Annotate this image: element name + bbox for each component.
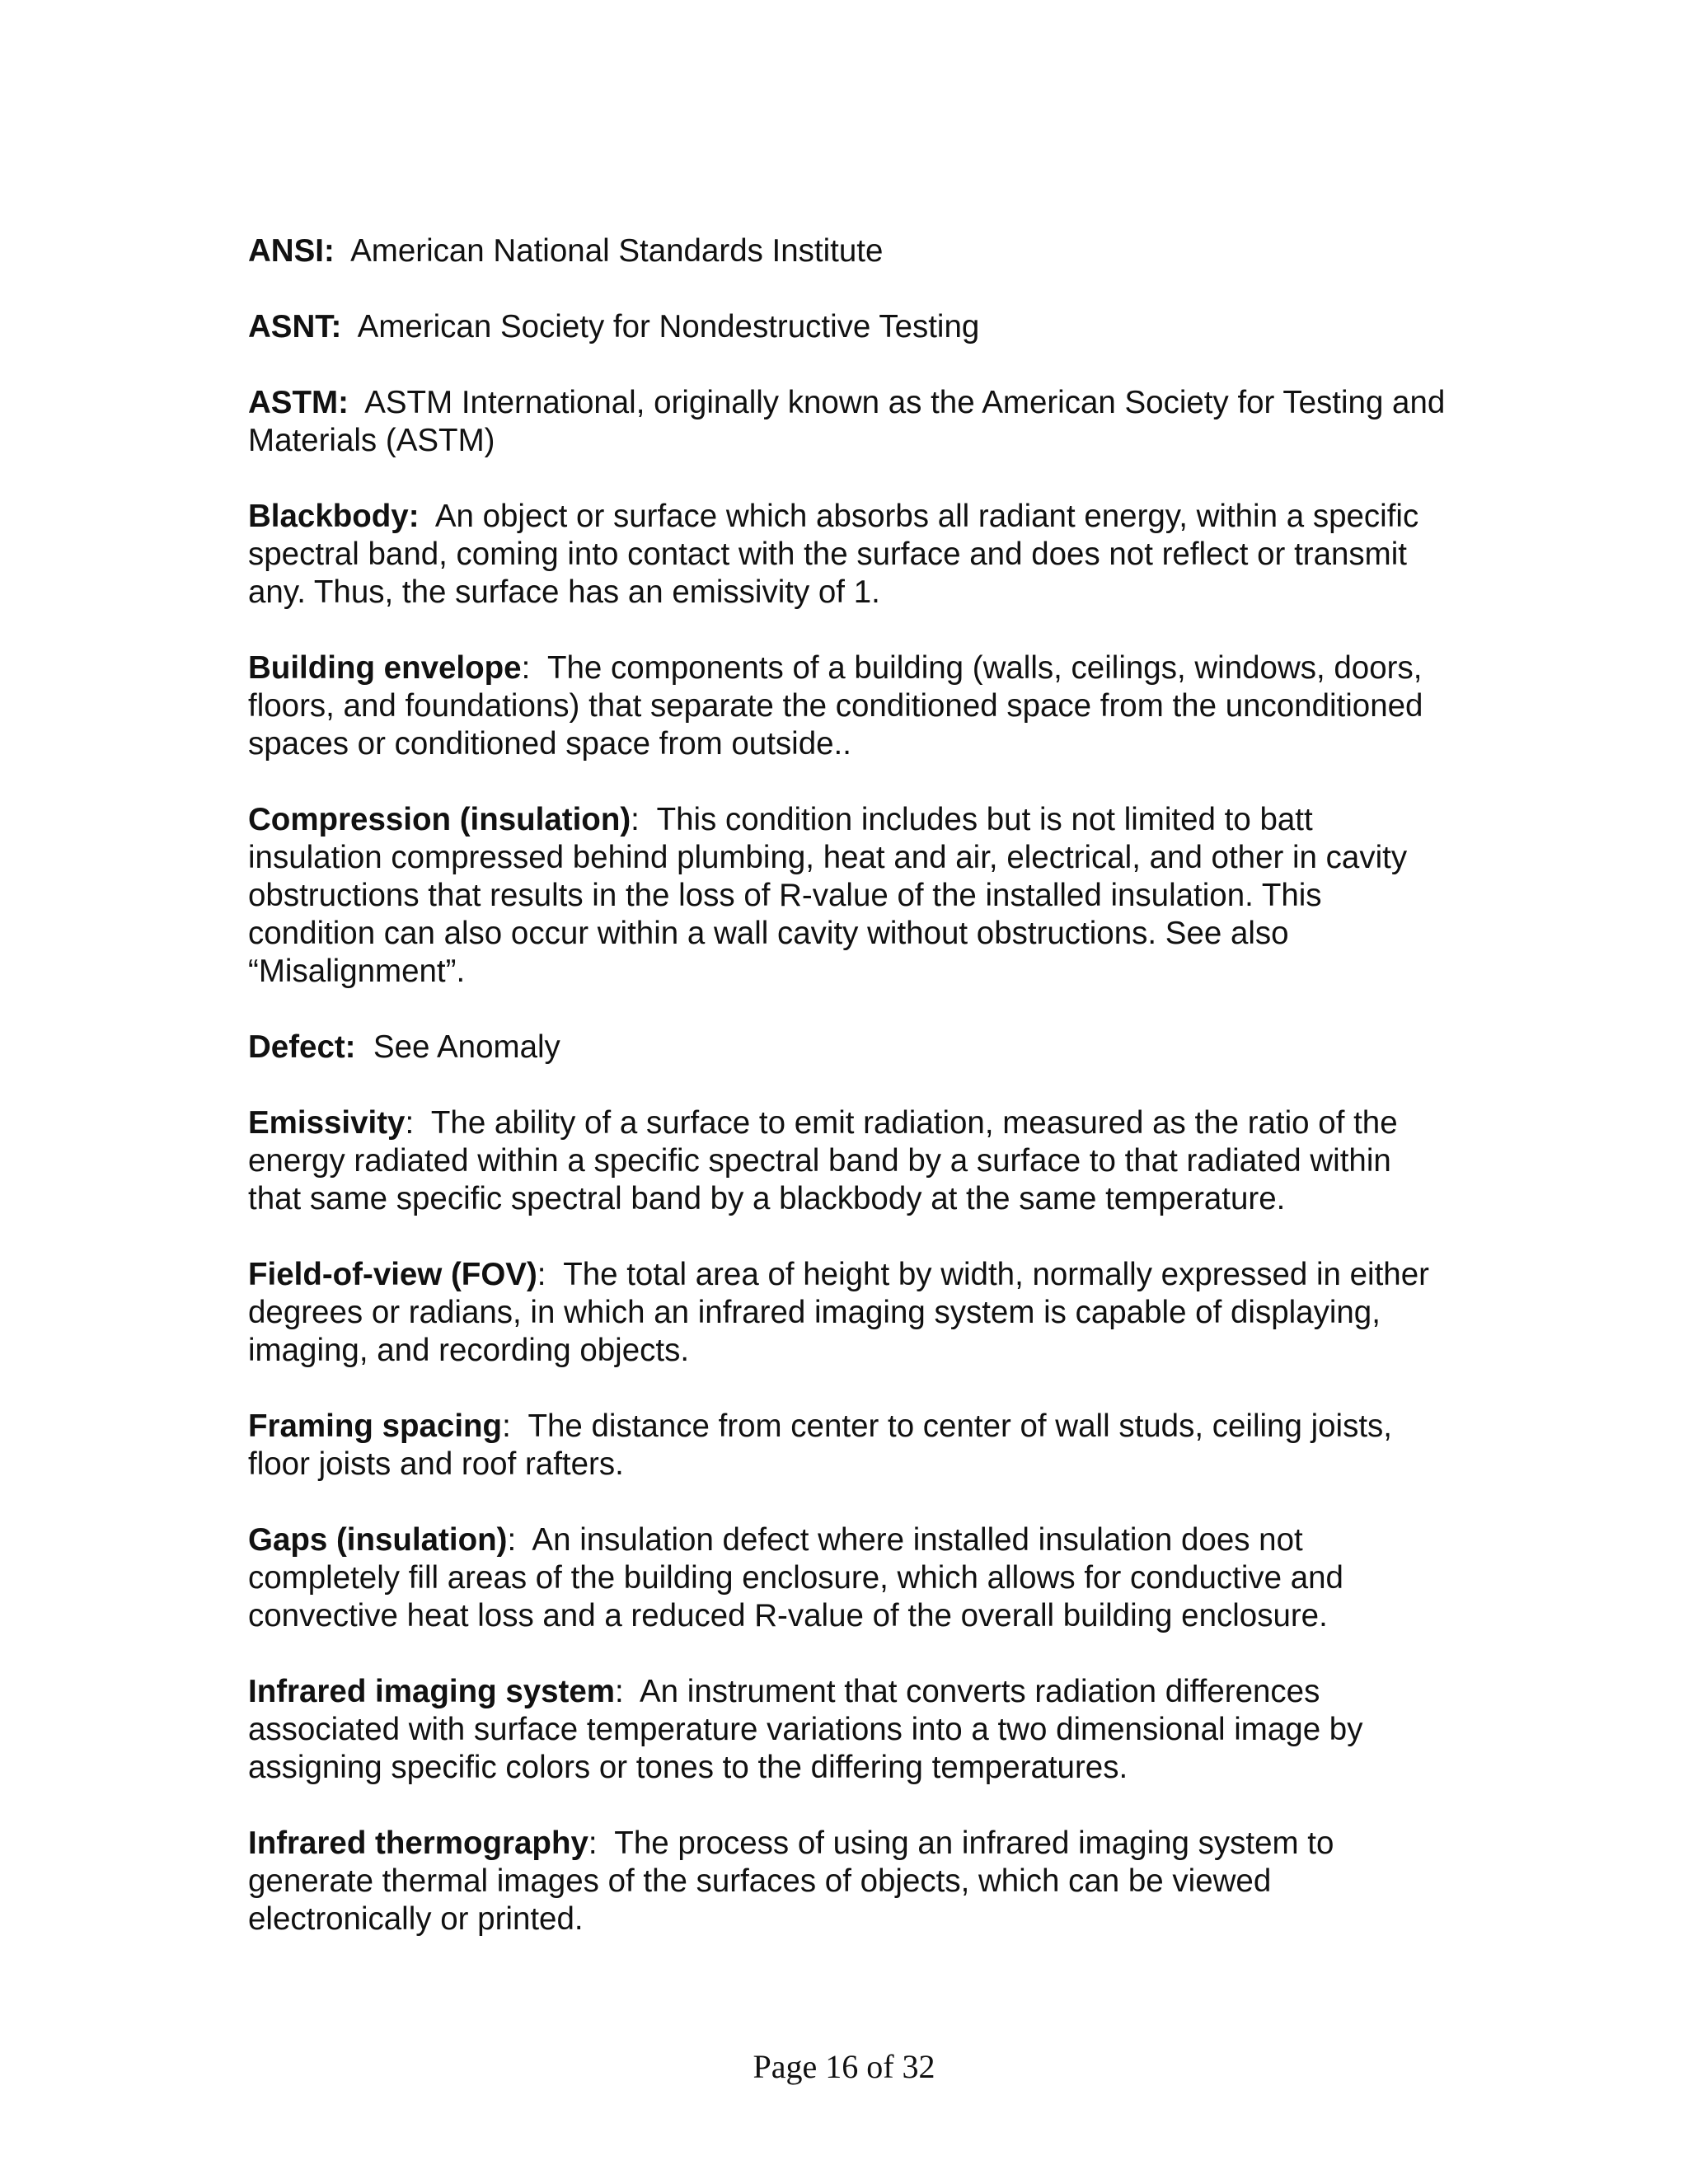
term-separator: : xyxy=(537,1257,564,1292)
glossary-definition: This condition includes but is not limited to batt insulation compressed behind plumbing, heat and air, electrical, and other in cavity obstructions that results in the loss of R-value of the installed insulation. This condition can also occur within a wall cavity without obstructions. See also “Misalignment”. xyxy=(248,802,1408,989)
glossary-definition: The total area of height by width, normally expressed in either degrees or radians, in which an infrared imaging system is capable of displaying, imaging, and recording objects. xyxy=(248,1257,1429,1368)
glossary-term: Compression (insulation) xyxy=(248,802,631,837)
glossary-term: ASNT: xyxy=(248,309,342,344)
term-separator xyxy=(341,309,357,344)
glossary-entry-emissivity xyxy=(248,1104,1451,1218)
glossary-term: Framing spacing xyxy=(248,1408,503,1444)
glossary-definition: See Anomaly xyxy=(373,1029,560,1065)
term-separator: : xyxy=(405,1105,431,1141)
glossary-definition: The distance from center to center of wall studs, ceiling joists, floor joists and roof rafters. xyxy=(248,1408,1392,1482)
glossary-entry-asnt xyxy=(248,308,1451,346)
glossary-entry-compression xyxy=(248,801,1451,991)
term-separator xyxy=(335,233,350,269)
glossary-definition: An object or surface which absorbs all radiant energy, within a specific spectral band, coming into contact with the surface and does not reflect or transmit any. Thus, the surface has an emissivity of 1. xyxy=(248,499,1419,610)
term-separator: : xyxy=(507,1522,532,1558)
glossary-term: ANSI: xyxy=(248,233,335,269)
glossary-entry-building-envelope xyxy=(248,649,1451,763)
page-number: Page 16 of 32 xyxy=(753,2048,935,2085)
glossary-entry-blackbody xyxy=(248,498,1451,612)
glossary-definition: ASTM International, originally known as the American Society for Testing and Materials (ASTM) xyxy=(248,385,1446,458)
glossary-entry-infrared-thermography xyxy=(248,1825,1451,1938)
glossary-definition: An instrument that converts radiation differences associated with surface temperature variations into a two dimensional image by assigning specific colors or tones to the differing temperatures. xyxy=(248,1674,1363,1785)
glossary-term: Infrared imaging system xyxy=(248,1674,616,1709)
glossary-term: Blackbody: xyxy=(248,499,420,534)
glossary-definition: The ability of a surface to emit radiation, measured as the ratio of the energy radiated within a specific spectral band by a surface to that radiated within that same specific spectral band by a blackbody at the same temperature. xyxy=(248,1105,1398,1216)
glossary-definition: An insulation defect where installed insulation does not completely fill areas of the building enclosure, which allows for conductive and convective heat loss and a reduced R-value of the overall building enclosure. xyxy=(248,1522,1343,1633)
glossary-entry-defect xyxy=(248,1029,1451,1066)
glossary-entry-infrared-imaging-system xyxy=(248,1673,1451,1787)
glossary-term: Emissivity xyxy=(248,1105,406,1141)
term-separator: : xyxy=(502,1408,528,1444)
glossary-entry-field-of-view xyxy=(248,1256,1451,1370)
glossary-term: Building envelope xyxy=(248,650,522,686)
term-separator: : xyxy=(588,1825,615,1861)
glossary-term: ASTM: xyxy=(248,385,349,420)
term-separator xyxy=(420,499,435,534)
glossary-term: Defect: xyxy=(248,1029,356,1065)
glossary-definition: American Society for Nondestructive Testing xyxy=(357,309,980,344)
glossary-entry-ansi xyxy=(248,232,1451,270)
glossary-definition: American National Standards Institute xyxy=(350,233,884,269)
glossary-term: Infrared thermography xyxy=(248,1825,588,1861)
glossary-entry-astm xyxy=(248,384,1451,460)
glossary-term: Field-of-view (FOV) xyxy=(248,1257,537,1292)
term-separator: : xyxy=(615,1674,640,1709)
term-separator xyxy=(356,1029,373,1065)
glossary-definition: The components of a building (walls, ceilings, windows, doors, floors, and foundations) that separate the conditioned space from the unconditioned spaces or conditioned space from outside.. xyxy=(248,650,1423,762)
glossary-list xyxy=(248,232,1451,1976)
glossary-definition: The process of using an infrared imaging system to generate thermal images of the surfaces of objects, which can be viewed electronically or printed. xyxy=(248,1825,1334,1937)
term-separator: : xyxy=(521,650,547,686)
term-separator xyxy=(349,385,364,420)
term-separator: : xyxy=(631,802,657,837)
glossary-entry-framing-spacing xyxy=(248,1408,1451,1483)
glossary-entry-gaps xyxy=(248,1521,1451,1635)
glossary-term: Gaps (insulation) xyxy=(248,1522,508,1558)
